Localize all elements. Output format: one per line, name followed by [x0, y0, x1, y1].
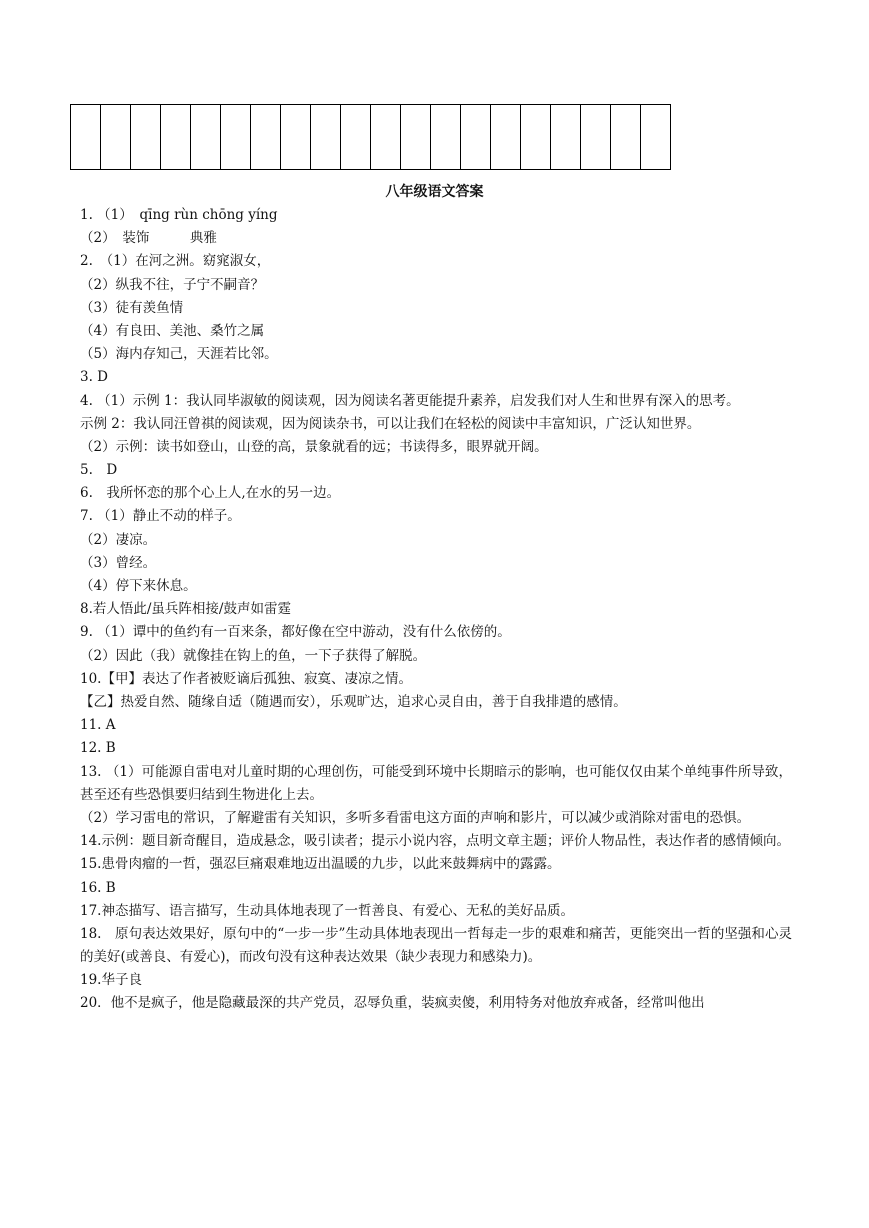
answer-grid-cell — [581, 105, 611, 169]
answer-line: （2）学习雷电的常识，了解避雷有关知识，多听多看雷电这方面的声响和影片，可以减少或消除对雷电的恐惧。 — [80, 809, 751, 826]
answer-line: 3. D — [80, 369, 108, 386]
answer-grid — [70, 104, 671, 170]
answer-line: 示例 2：我认同汪曾祺的阅读观，因为阅读杂书，可以让我们在轻松的阅读中丰富知识，广泛认知世界。 — [80, 415, 701, 432]
answer-grid-cell — [311, 105, 341, 169]
answer-grid-cell — [401, 105, 431, 169]
answer-grid-cell — [431, 105, 461, 169]
answer-line: 11. A — [80, 717, 116, 734]
answer-line: 17.神态描写、语言描写，生动具体地表现了一哲善良、有爱心、无私的美好品质。 — [80, 902, 574, 919]
answer-line: 8.若人悟此/虽兵阵相接/鼓声如雷霆 — [80, 601, 291, 618]
answer-line: 7. （1）静止不动的样子。 — [80, 508, 241, 525]
answer-line: 10.【甲】表达了作者被贬谪后孤独、寂寞、凄凉之情。 — [80, 670, 412, 687]
answer-grid-cell — [281, 105, 311, 169]
answer-grid-cell — [131, 105, 161, 169]
answer-grid-cell — [461, 105, 491, 169]
answer-line: （3）徒有羡鱼情 — [80, 299, 184, 316]
answer-line: 4. （1）示例 1：我认同毕淑敏的阅读观，因为阅读名著更能提升素养，启发我们对人生和世界有深入的思考。 — [80, 392, 740, 409]
answer-line: （2）凄凉。 — [80, 531, 157, 548]
answer-line: 18. 原句表达效果好，原句中的“一步一步”生动具体地表现出一哲每走一步的艰难和痛苦，更能突出一哲的坚强和心灵的美好(或善良、有爱心)，而改句没有这种表达效果（缺少表现力和感染力)。 — [80, 925, 792, 966]
answer-grid-cell — [71, 105, 101, 169]
answer-line: 14.示例：题目新奇醒目，造成悬念，吸引读者；提示小说内容，点明文章主题；评价人物品性，表达作者的感情倾向。 — [80, 833, 790, 850]
page-title: 八年级语文答案 — [385, 184, 484, 200]
answer-line: 9. （1）谭中的鱼约有一百来条，都好像在空中游动，没有什么依傍的。 — [80, 624, 511, 641]
answer-grid-cell — [611, 105, 641, 169]
answer-grid-cell — [551, 105, 581, 169]
answer-line: 5. D — [80, 462, 118, 479]
answer-grid-cell — [521, 105, 551, 169]
answer-line: （4）有良田、美池、桑竹之属 — [80, 322, 265, 339]
answer-grid-cell — [251, 105, 281, 169]
answer-line: 20．他不是疯子，他是隐藏最深的共产党员，忍辱负重，装疯卖傻，利用特务对他放弃戒备，经常叫他出 — [80, 995, 705, 1012]
answer-line: 【乙】热爱自然、随缘自适（随遇而安），乐观旷达，追求心灵自由，善于自我排遣的感情。 — [80, 693, 627, 710]
answer-line: 1. （1） qīng rùn chōng yíng — [80, 207, 278, 223]
answer-line: （2）因此（我）就像挂在钩上的鱼，一下子获得了解脱。 — [80, 647, 427, 664]
answer-grid-cell — [221, 105, 251, 169]
answer-line: （4）停下来休息。 — [80, 578, 197, 595]
answer-grid-cell — [191, 105, 221, 169]
answer-line: 13. （1）可能源自雷电对儿童时期的心理创伤，可能受到环境中长期暗示的影响，也可能仅仅由某个单纯事件所导致，甚至还有些恐惧要归结到生物进化上去。 — [80, 763, 792, 803]
answer-line: 16. B — [80, 879, 116, 896]
answer-line: （5）海内存知己，天涯若比邻。 — [80, 346, 278, 363]
answer-line: 2. （1）在河之洲。窈窕淑女， — [80, 253, 271, 270]
answer-line: 19.华子良 — [80, 972, 142, 989]
answer-text-block — [80, 204, 792, 1016]
answer-line: （2）示例：读书如登山，山登的高，景象就看的远；书读得多，眼界就开阔。 — [80, 438, 548, 455]
answer-grid-cell — [341, 105, 371, 169]
answer-line: （2）纵我不往，子宁不嗣音？ — [80, 276, 265, 293]
answer-grid-cell — [491, 105, 521, 169]
answer-grid-cell — [641, 105, 671, 169]
answer-grid-cell — [101, 105, 131, 169]
answer-line: 6. 我所怀恋的那个心上人,在水的另一边。 — [80, 485, 341, 502]
answer-grid-cell — [161, 105, 191, 169]
answer-line: （3）曾经。 — [80, 554, 157, 571]
answer-grid-cell — [371, 105, 401, 169]
answer-line: 12. B — [80, 740, 116, 757]
answer-line: （2） 装饰 典雅 — [80, 230, 217, 247]
answer-line: 15.患骨肉瘤的一哲，强忍巨痛艰难地迈出温暖的九步，以此来鼓舞病中的露露。 — [80, 856, 561, 873]
